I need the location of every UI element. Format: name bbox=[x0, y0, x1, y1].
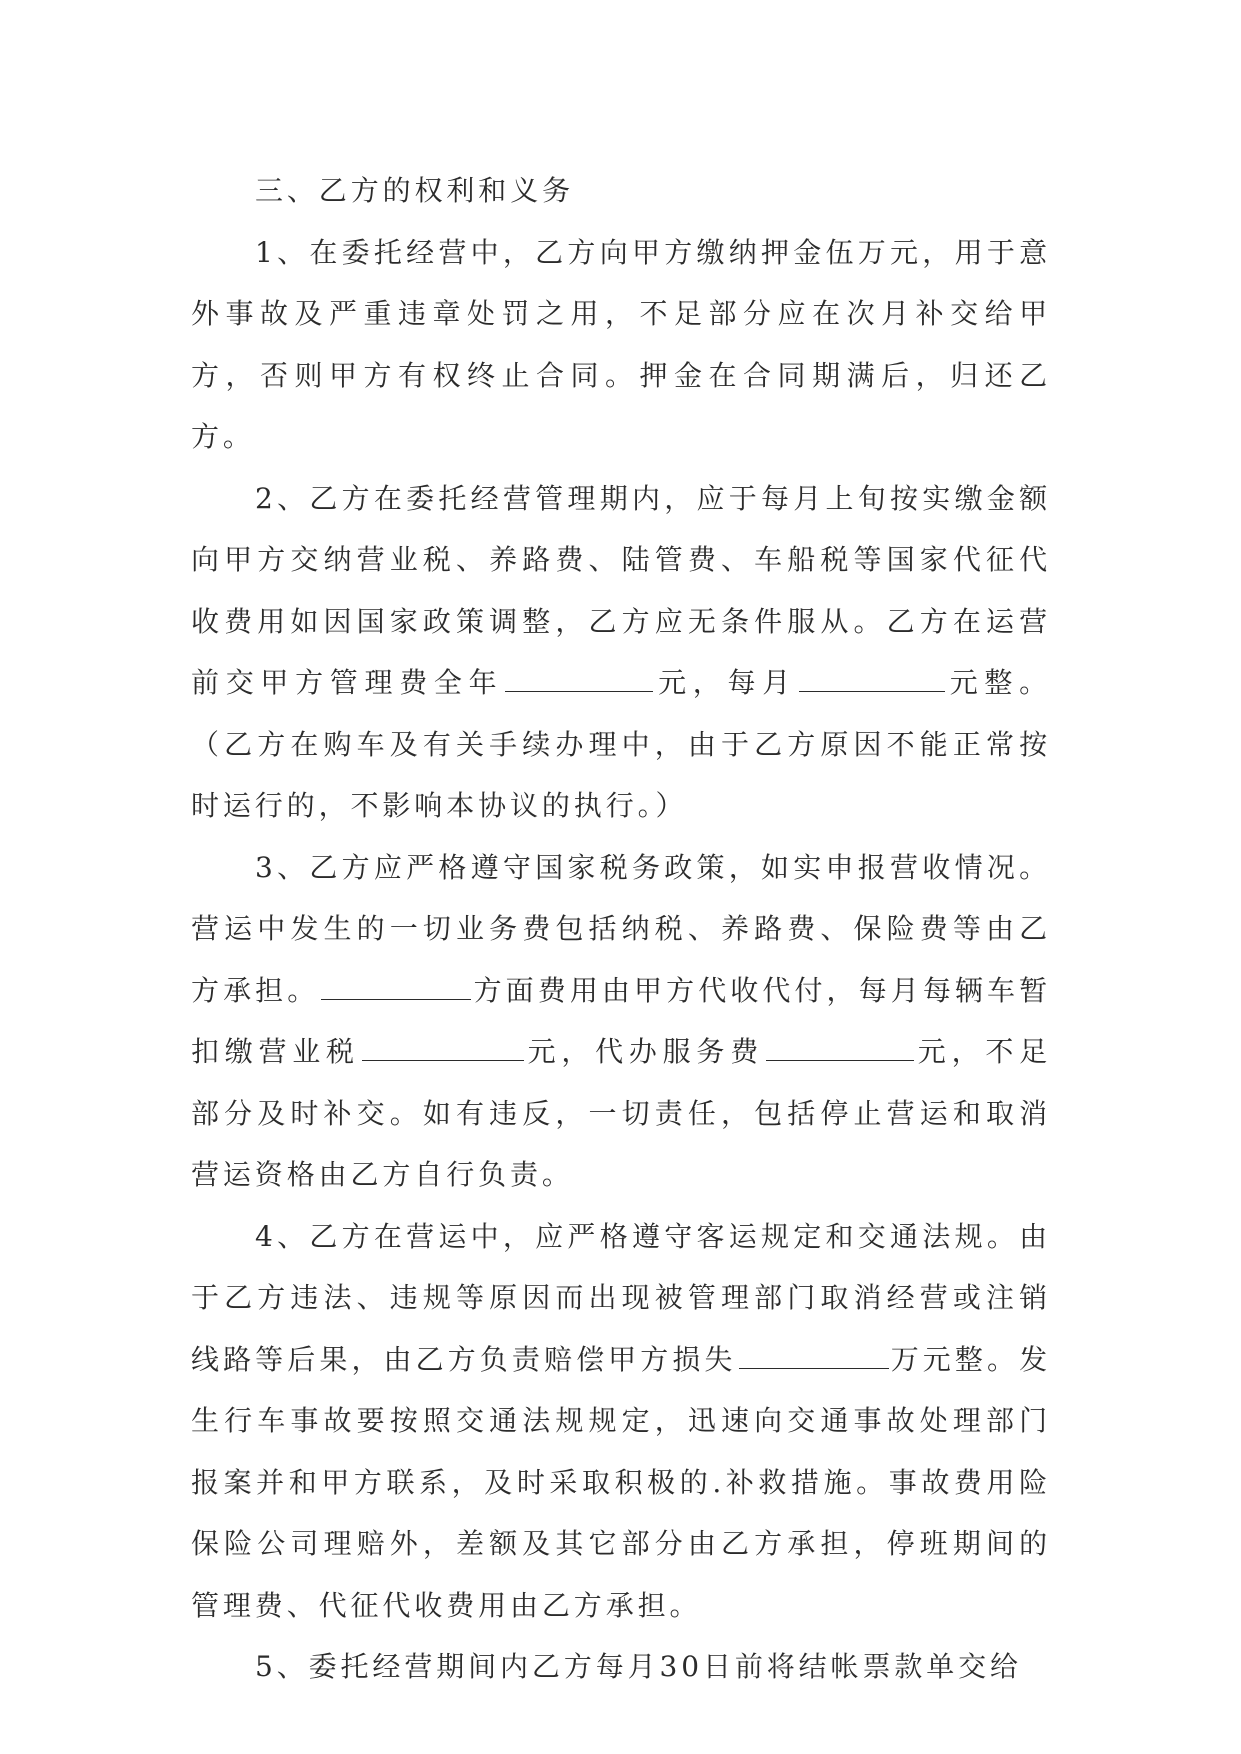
document-body bbox=[191, 160, 1051, 1698]
clause-3: 3、乙方应严格遵守国家税务政策，如实申报营收情况。营运中发生的一切业务费包括纳税、养路费、保险费等由乙方承担。 方面费用由甲方代收代付，每月每辆车暂扣缴营业税 元，代办服务费 元，不足部分及时补交。如有违反，一切责任，包括停止营运和取消营运资格由乙方自行负责。 bbox=[191, 850, 1052, 1191]
blank-service-fee bbox=[766, 1038, 914, 1061]
clause-4: 4、乙方在营运中，应严格遵守客运规定和交通法规。由于乙方违法、违规等原因而出现被管理部门取消经营或注销线路等后果，由乙方负责赔偿甲方损失 万元整。发生行车事故要按照交通法规规定，迅速向交通事故处理部门报案并和甲方联系，及时采取积极的.补救措施。事故费用险保险公司理赔外，差额及其它部分由乙方承担，停班期间的管理费、代征代收费用由乙方承担。 bbox=[191, 1219, 1051, 1622]
blank-business-tax bbox=[362, 1038, 524, 1061]
clause-2: 2、乙方在委托经营管理期内，应于每月上旬按实缴金额向甲方交纳营业税、养路费、陆管费、车船税等国家代征代收费用如因国家政策调整，乙方应无条件服从。乙方在运营前交甲方管理费全年 元，每月 元整。（乙方在购车及有关手续办理中，由于乙方原因不能正常按时运行的，不影响本协议的执行。） bbox=[191, 481, 1052, 822]
clause-5: 5、委托经营期间内乙方每月30日前将结帐票款单交给 bbox=[255, 1650, 1022, 1683]
blank-compensation bbox=[739, 1346, 889, 1369]
blank-annual-fee bbox=[505, 669, 653, 692]
blank-expense-item bbox=[321, 977, 471, 1000]
section-heading: 三、乙方的权利和义务 bbox=[255, 174, 575, 207]
blank-monthly-fee bbox=[799, 669, 945, 692]
clause-1: 1、在委托经营中，乙方向甲方缴纳押金伍万元，用于意外事故及严重违章处罚之用，不足部分应在次月补交给甲方，否则甲方有权终止合同。押金在合同期满后，归还乙方。 bbox=[191, 235, 1051, 453]
